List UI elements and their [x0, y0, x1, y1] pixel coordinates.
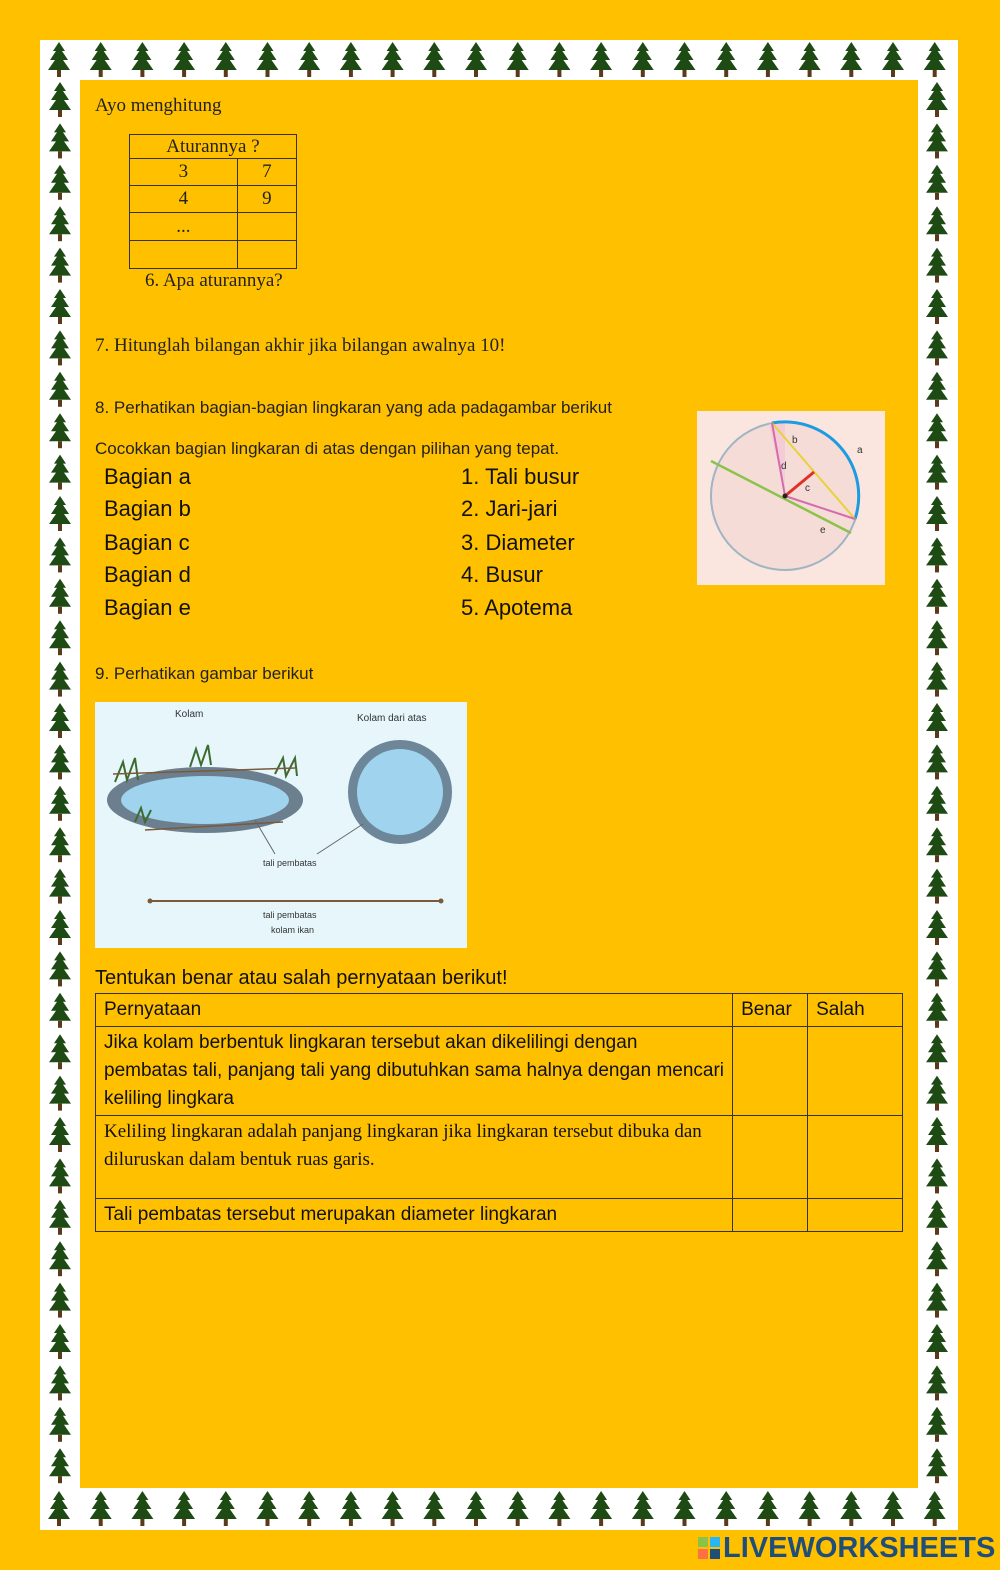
rule-cell: 7	[237, 159, 296, 186]
page-title: Ayo menghitung	[95, 95, 222, 116]
tf-header-benar: Benar	[733, 994, 808, 1027]
question-6: 6. Apa aturannya?	[145, 270, 283, 291]
tf-benar-cell-2[interactable]	[733, 1116, 808, 1199]
tf-benar-cell-3[interactable]	[733, 1199, 808, 1232]
tf-salah-cell-2[interactable]	[808, 1116, 903, 1199]
rule-table-header: Aturannya ?	[130, 135, 297, 159]
circle-label-b: b	[792, 435, 798, 446]
question-9: 9. Perhatikan gambar berikut	[95, 664, 314, 683]
rule-cell: 4	[130, 186, 238, 213]
tf-salah-cell-3[interactable]	[808, 1199, 903, 1232]
pond-illustration	[95, 702, 467, 948]
circle-label-a: a	[857, 445, 863, 456]
match-part-a[interactable]: Bagian a	[104, 464, 191, 489]
true-false-table	[95, 993, 903, 1232]
circle-diagram-svg	[697, 411, 885, 585]
pond-label-rope-line1: tali pembatas	[263, 910, 317, 920]
rule-table	[129, 134, 297, 269]
pond-label-top-view: Kolam dari atas	[357, 713, 427, 724]
question-7: 7. Hitunglah bilangan akhir jika bilangan awalnya 10!	[95, 335, 506, 356]
liveworksheets-logo[interactable]	[698, 1530, 995, 1566]
tf-header-salah: Salah	[808, 994, 903, 1027]
match-part-d[interactable]: Bagian d	[104, 562, 191, 587]
question-8-instruction: Cocokkan bagian lingkaran di atas dengan pilihan yang tepat.	[95, 439, 560, 458]
pond-label-rope: tali pembatas	[263, 858, 317, 868]
match-option-jari-jari[interactable]: 2. Jari-jari	[461, 496, 558, 521]
liveworksheets-logo-text: LIVEWORKSHEETS	[723, 1531, 996, 1564]
tf-benar-cell-1[interactable]	[733, 1027, 808, 1116]
match-option-busur[interactable]: 4. Busur	[461, 562, 543, 587]
match-option-diameter[interactable]: 3. Diameter	[461, 530, 575, 555]
tf-statement-3: Tali pembatas tersebut merupakan diameter lingkaran	[96, 1199, 733, 1232]
match-option-apotema[interactable]: 5. Apotema	[461, 595, 573, 620]
rule-cell: 3	[130, 159, 238, 186]
rule-cell: 9	[237, 186, 296, 213]
pond-svg	[95, 702, 467, 948]
circle-label-c: c	[805, 483, 810, 494]
rule-answer-cell[interactable]	[237, 241, 296, 269]
true-false-title: Tentukan benar atau salah pernyataan berikut!	[95, 967, 508, 989]
tf-statement-1: Jika kolam berbentuk lingkaran tersebut akan dikelilingi dengan pembatas tali, panjang tali yang dibutuhkan sama halnya dengan mencari keliling lingkara	[96, 1027, 733, 1116]
rule-cell: ...	[130, 213, 238, 241]
tf-header-statement: Pernyataan	[96, 994, 733, 1027]
match-part-c[interactable]: Bagian c	[104, 530, 190, 555]
rule-answer-cell[interactable]	[237, 213, 296, 241]
match-part-e[interactable]: Bagian e	[104, 595, 191, 620]
tf-statement-2: Keliling lingkaran adalah panjang lingkaran jika lingkaran tersebut dibuka dan diluruskan dalam bentuk ruas garis.	[96, 1116, 733, 1199]
match-part-b[interactable]: Bagian b	[104, 496, 191, 521]
circle-label-d: d	[781, 461, 787, 472]
rule-answer-cell[interactable]	[130, 241, 238, 269]
match-option-tali-busur[interactable]: 1. Tali busur	[461, 464, 580, 489]
circle-parts-diagram	[697, 411, 885, 585]
pond-label-kolam: Kolam	[175, 709, 204, 720]
pond-label-rope-line2: kolam ikan	[271, 925, 315, 935]
tf-salah-cell-1[interactable]	[808, 1027, 903, 1116]
question-8: 8. Perhatikan bagian-bagian lingkaran yang ada padagambar berikut	[95, 398, 612, 417]
circle-label-e: e	[820, 525, 826, 536]
liveworksheets-logo-icon	[698, 1537, 720, 1559]
